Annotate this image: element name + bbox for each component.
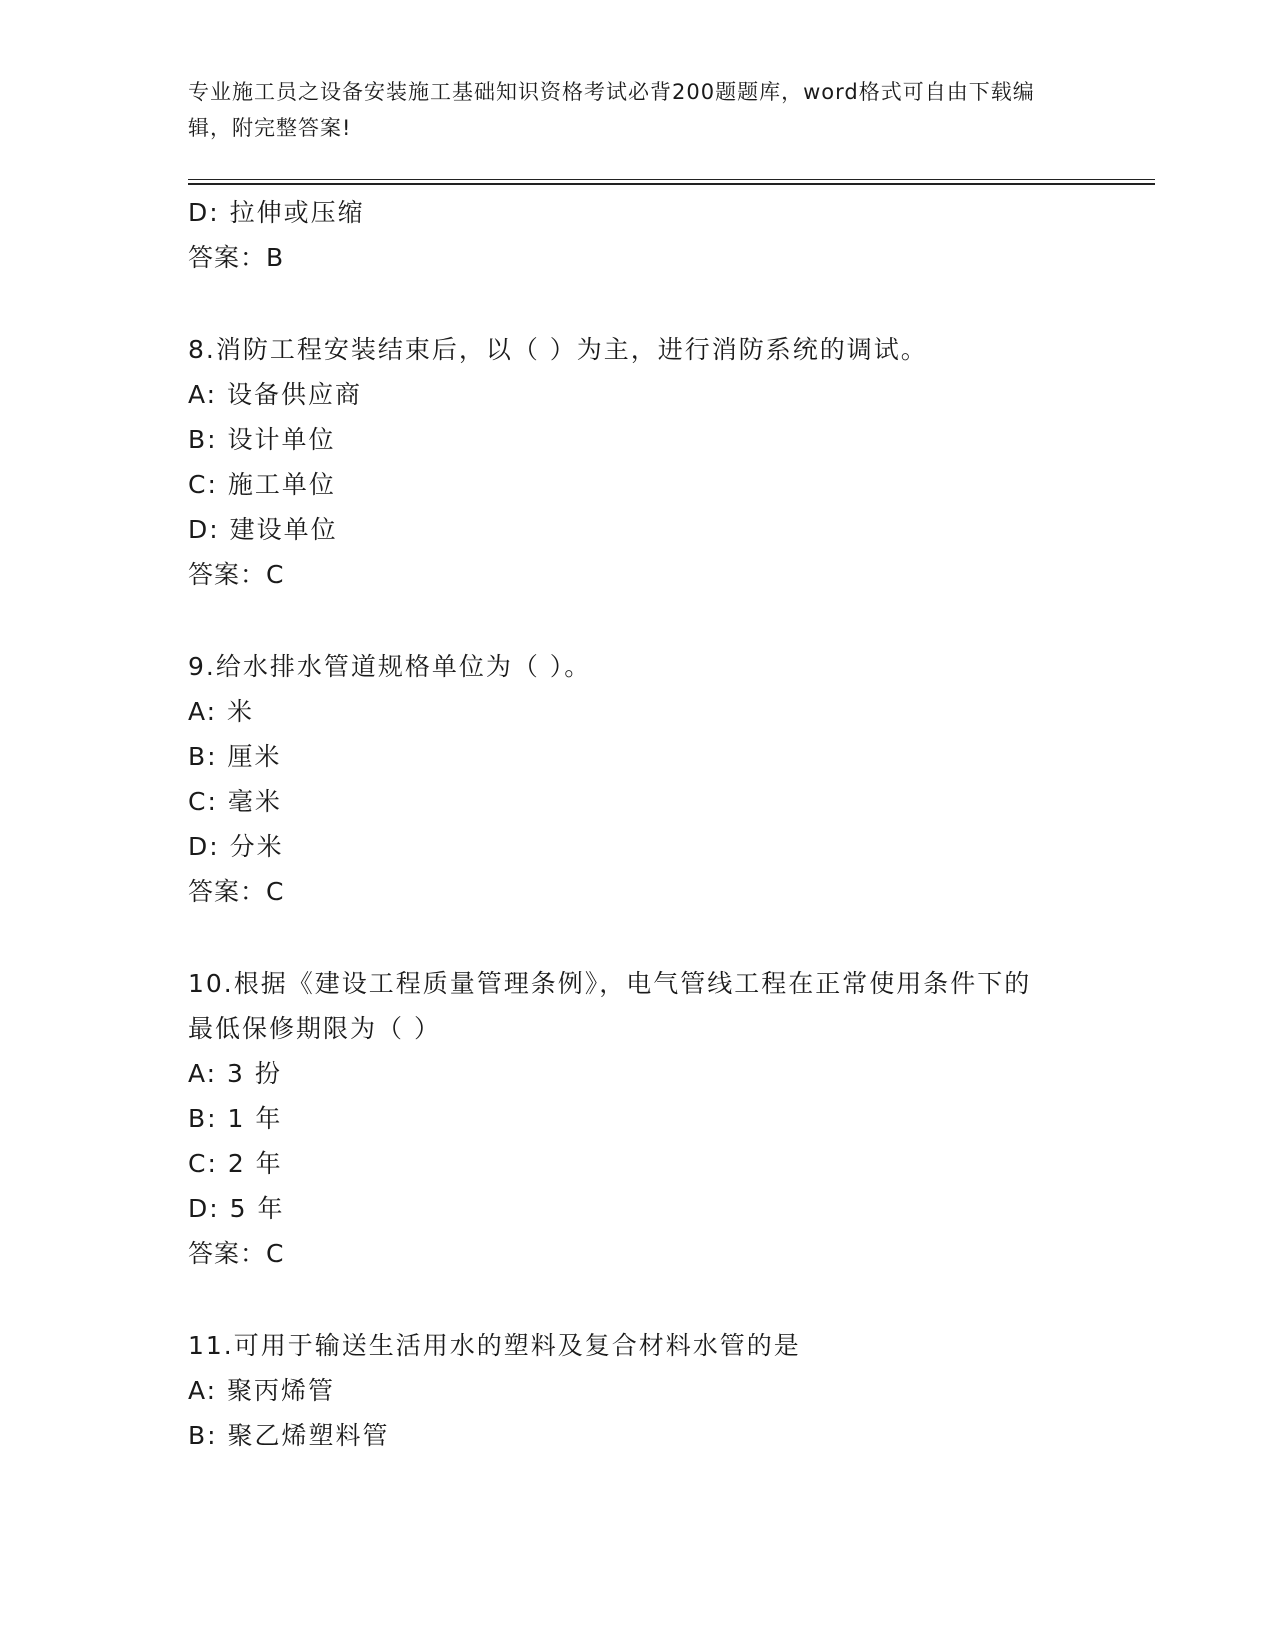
answer: 答案：C [188, 560, 285, 589]
option-b: B: 设计单位 [188, 425, 336, 454]
question-8 [188, 327, 1088, 597]
previous-question-tail [188, 190, 1088, 280]
option-c: C: 施工单位 [188, 470, 336, 499]
option-a: A: 3 扮 [188, 1059, 282, 1088]
spacer [188, 1276, 1088, 1323]
question-10 [188, 961, 1088, 1276]
option-c: C: 2 年 [188, 1149, 283, 1178]
question-11 [188, 1323, 1088, 1458]
answer: 答案：B [188, 243, 285, 272]
header-divider-thick [188, 183, 1155, 185]
option-a: A: 聚丙烯管 [188, 1376, 336, 1405]
option-d: D: 拉伸或压缩 [188, 198, 365, 227]
question-list [188, 190, 1088, 1458]
spacer [188, 597, 1088, 644]
question-text: 9.给水排水管道规格单位为（ ）。 [188, 652, 592, 681]
option-b: B: 1 年 [188, 1104, 283, 1133]
option-a: A: 设备供应商 [188, 380, 363, 409]
question-text: 10.根据《建设工程质量管理条例》，电气管线工程在正常使用条件下的最低保修期限为（ ） [188, 969, 1032, 1043]
option-a: A: 米 [188, 697, 255, 726]
option-b: B: 厘米 [188, 742, 282, 771]
header-divider-thin [188, 179, 1155, 180]
option-d: D: 5 年 [188, 1194, 285, 1223]
question-text: 8.消防工程安装结束后，以（ ）为主，进行消防系统的调试。 [188, 335, 928, 364]
spacer [188, 914, 1088, 961]
question-9 [188, 644, 1088, 914]
option-d: D: 建设单位 [188, 515, 338, 544]
question-text: 11.可用于输送生活用水的塑料及复合材料水管的是 [188, 1331, 801, 1360]
option-d: D: 分米 [188, 832, 284, 861]
answer: 答案：C [188, 877, 285, 906]
option-c: C: 毫米 [188, 787, 282, 816]
spacer [188, 280, 1088, 327]
option-b: B: 聚乙烯塑料管 [188, 1421, 390, 1450]
document-header: 专业施工员之设备安装施工基础知识资格考试必背200题题库，word格式可自由下载编辑，附完整答案! [188, 80, 1035, 140]
answer: 答案：C [188, 1239, 285, 1268]
